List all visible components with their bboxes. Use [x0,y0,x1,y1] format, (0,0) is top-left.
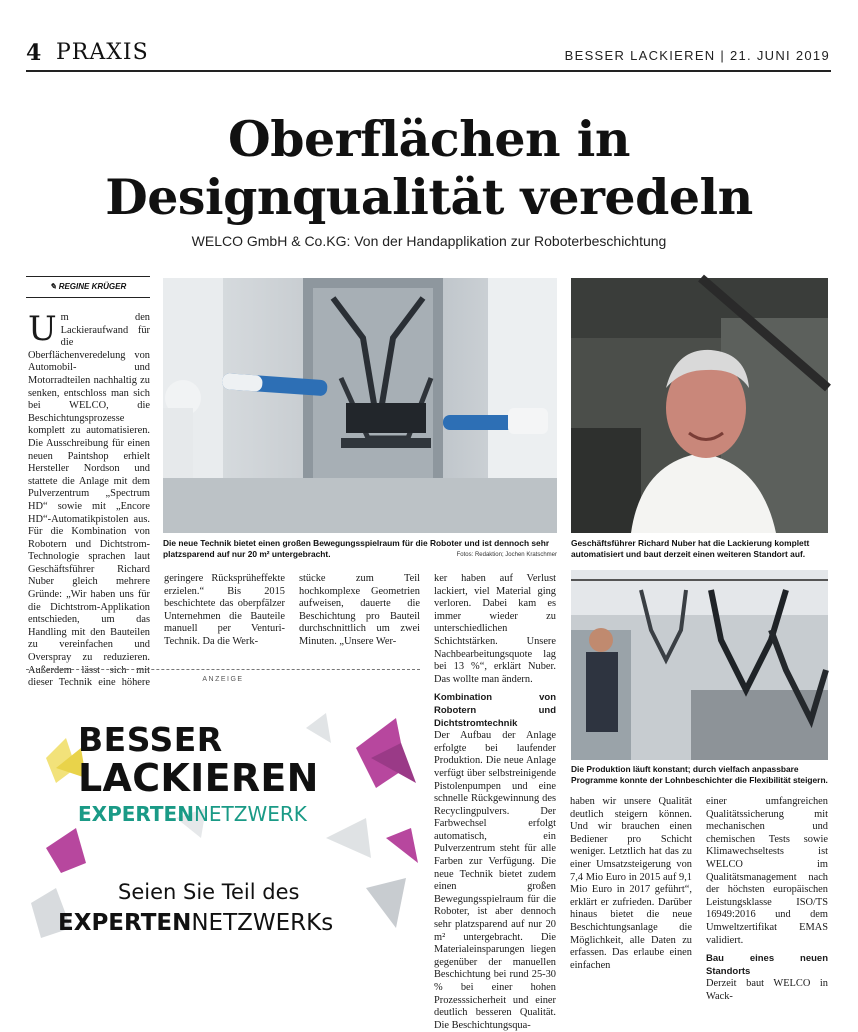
section-title: PRAXIS [56,40,149,65]
column-4-paragraph-1: ker haben auf Verlust lackiert, viel Material ging verloren. Dabei kam es immer wieder zu unterschiedlichen Schichtstärken. Unsere Nachbearbeitungsquote lag bei 13 %“, erklärt Nuber. Das wollte man ändern. [434,573,556,685]
ad-label: ANZEIGE [202,676,244,683]
advertisement[interactable] [26,688,420,952]
drop-cap: U [28,309,57,349]
ad-cta-line-1: Seien Sie Teil des [118,880,300,904]
ad-cta-line-2: EXPERTENNETZWERKs [58,910,334,936]
article-column-2: geringere Rücksprüheffekte erzielen.“ Bis 2015 beschichtete das oberpfälzer Unternehmen die Bauteile manuell per Venturi-Technik. Da die Werk- [164,573,285,647]
ad-network-label: EXPERTENNETZWERK [78,802,307,826]
column-1-text: m den Lackieraufwand für die Oberflächenveredelung von Automobil- und Motorradteilen nachhaltig zu senken, entschloss man sich bei WELCO, die Beschichtungsprozesse komplett zu automatisieren. Die Ausschreibung für einen neuen Paintshop erhielt Hersteller Nordson und stattete die Anlage mit dem Pulverzentrum „Spectrum HD“ sowie mit „Encore HD“-Automatikpistolen aus. Für die Kombination von Robotern und Dichtstrom-Technologie sprachen laut Geschäftsführer Richard Nuber gleich mehrere Gründe: „Wir haben uns für die Dichtstrom-Applikation entschieden, um das Handling mit den Bauteilen zu vereinfachen und Overspray zu reduzieren. Außerdem lässt sich mit dieser Technik eine höhere [28,312,150,689]
column-6-paragraph-2: Derzeit baut WELCO in Wack- [706,978,828,1002]
article-column-3: stücke zum Teil hochkomplexe Geometrien aufweisen, dauerte die Beschichtung pro Bauteil durchschnittlich um zwei Minuten. „Unsere Wer- [299,573,420,647]
author-name: REGINE KRÜGER [58,282,127,291]
subheading-robots: Kombination von Robotern und Dichtstromtechnik [434,692,556,729]
column-6-paragraph-1: einer umfangreichen Qualitätssicherung mit mechanischen und chemischen Tests sowie Klimawechseltests ist WELCO im Qualitätsmanagement nach der höchsten europäischen Leistungsklasse ISO/TS 16949:2016 und dem Umweltzertifikat EMAS validiert. [706,796,828,946]
header-rule [26,70,831,72]
headline-line-2: Designqualität veredeln [105,168,753,226]
subheading-new-site: Bau eines neuen Standorts [706,953,828,977]
ad-title-line-1: BESSER [78,720,223,759]
subheadline: WELCO GmbH & Co.KG: Von der Handapplikation zur Roboterbeschichtung [191,233,667,249]
article-column-1 [28,309,150,689]
robot-photo [163,278,557,533]
article-column-4 [434,573,556,1031]
author-byline [26,276,150,298]
article-column-5: haben wir unsere Qualität deutlich steigern können. Und wir brauchen einen Bediener pro Schicht weniger. Letztlich hat das zu einer Umsatzsteigerung von 7,4 Mio Euro in 2015 auf 9,1 Mio Euro in 2017 geführt“, erklärt er zufrieden. Darüber hinaus bietet die neue Beschichtungsanlage die Möglichkeit, alle Daten zu erfassen. Das erlaube einen einfachen [570,796,692,971]
column-4-paragraph-2: Der Aufbau der Anlage erfolgte bei laufender Produktion. Die neue Anlage verfügt über selbstreinigende Pistolenpumpen und eine schnelle Rückgewinnung des Recyclingpulvers. Der Farbwechsel erfolgt automatisch, ein Pulverzentrum steht für alle Farben zur Verfügung. Die neue Technik bietet zudem einen großen Bewegungsspielraum für die Roboter, ist aber dennoch sehr platzsparend auf nur 20 m² untergebracht. Die Materialeinsparungen liegen gegenüber der manuellen Beschichtung bei rund 25-30 % bei einer hohen Prozesssicherheit und einer deutlich besseren Qualität. Die Beschichtungsqua- [434,730,556,1031]
portrait-photo [571,278,828,533]
headline [20,110,838,226]
page-number: 4 [26,40,42,66]
ad-divider [26,669,420,670]
robot-photo-caption: Die neue Technik bietet einen großen Bewegungsspielraum für die Roboter und ist dennoch sehr platzsparend auf nur 20 m² untergebracht. [163,538,550,559]
pen-icon: ✎ [49,282,59,291]
publication-date: BESSER LACKIEREN | 21. JUNI 2019 [564,48,830,63]
ad-title-line-2: LACKIEREN [78,756,319,800]
photo-credit: Fotos: Redaktion; Jochen Kratschmer [456,552,557,558]
production-line-photo [571,570,828,760]
article-column-6 [706,796,828,1002]
headline-line-1: Oberflächen in [228,110,630,168]
production-line-caption: Die Produktion läuft konstant; durch vielfach anpassbare Programme konnte der Lohnbeschichter die Flexibilität steigern. [571,764,828,785]
portrait-photo-caption: Geschäftsführer Richard Nuber hat die Lackierung komplett automatisiert und baut derzeit einen weiteren Standort auf. [571,538,810,559]
